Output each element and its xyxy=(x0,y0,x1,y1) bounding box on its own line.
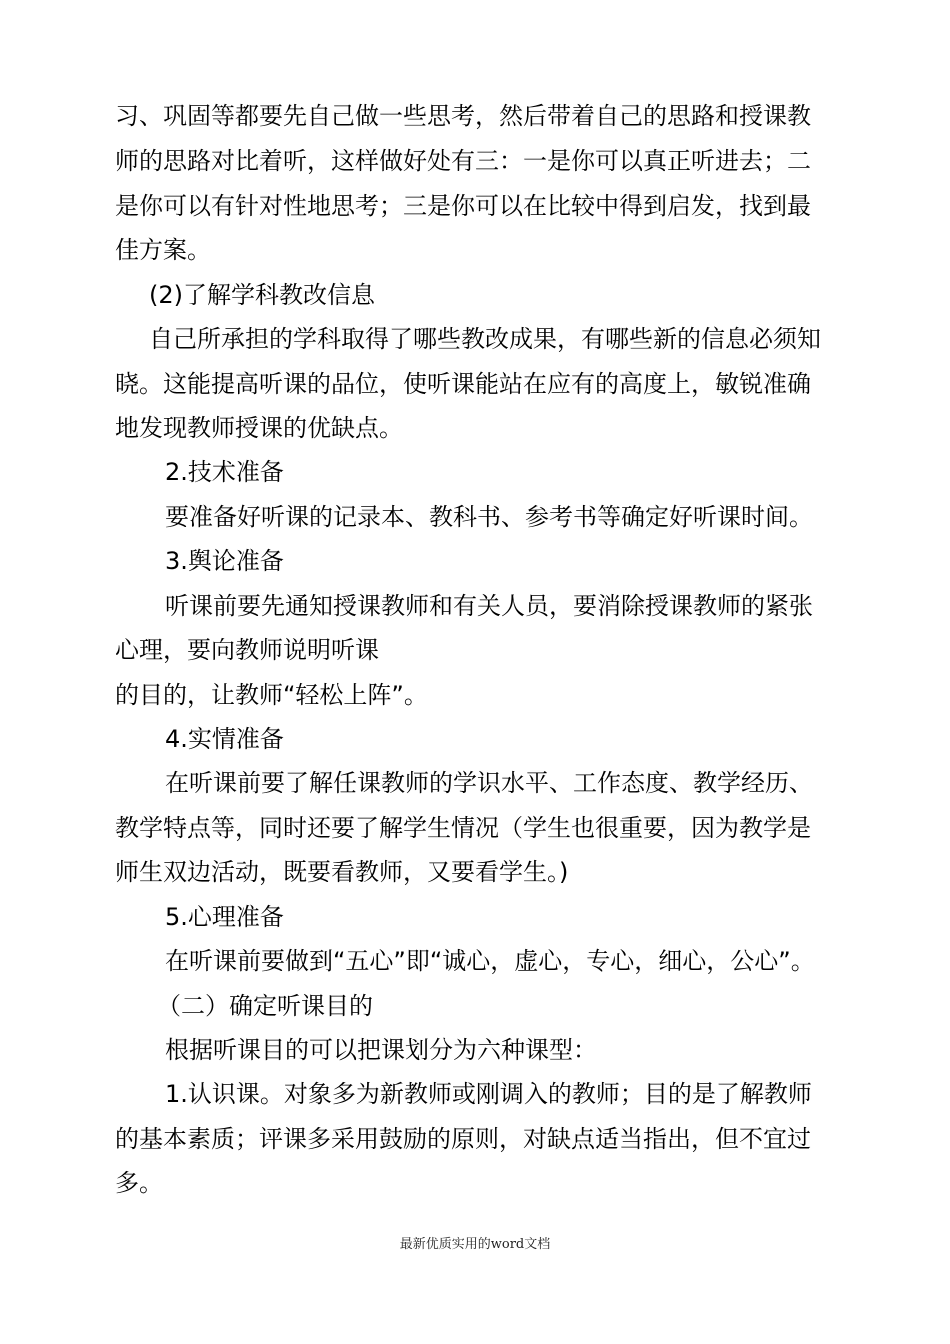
section-heading: 2.技术准备 xyxy=(165,458,284,486)
body-text-line: 师生双边活动，既要看教师，又要看学生。) xyxy=(115,858,569,886)
section-heading: (2)了解学科教改信息 xyxy=(149,281,375,309)
body-text-line: 的目的，让教师“轻松上阵”。 xyxy=(115,681,428,709)
body-text-line: 在听课前要了解任课教师的学识水平、工作态度、教学经历、 xyxy=(165,769,813,797)
body-text-line: 的基本素质；评课多采用鼓励的原则，对缺点适当指出，但不宜过 xyxy=(115,1125,811,1153)
section-heading: 4.实情准备 xyxy=(165,725,284,753)
page-footer: 最新优质实用的word文档 xyxy=(399,1237,551,1252)
section-heading: 5.心理准备 xyxy=(165,903,284,931)
body-text-line: 师的思路对比着听，这样做好处有三：一是你可以真正听进去；二 xyxy=(115,147,811,175)
body-text-line: 多。 xyxy=(115,1169,163,1197)
body-text-line: 听课前要先通知授课教师和有关人员，要消除授课教师的紧张 xyxy=(165,592,813,620)
body-text-line: 在听课前要做到“五心”即“诚心，虚心，专心，细心，公心”。 xyxy=(165,947,815,975)
body-text-line: 心理，要向教师说明听课 xyxy=(115,636,379,664)
body-text-line: 地发现教师授课的优缺点。 xyxy=(115,414,403,442)
section-heading: 3.舆论准备 xyxy=(165,547,284,575)
body-text-line: 1.认识课。对象多为新教师或刚调入的教师；目的是了解教师 xyxy=(165,1080,812,1108)
section-heading: （二）确定听课目的 xyxy=(157,992,373,1020)
body-text-line: 晓。这能提高听课的品位，使听课能站在应有的高度上，敏锐准确 xyxy=(115,370,811,398)
body-text-line: 自己所承担的学科取得了哪些教改成果，有哪些新的信息必须知 xyxy=(149,325,821,353)
body-text-line: 教学特点等，同时还要了解学生情况（学生也很重要，因为教学是 xyxy=(115,814,811,842)
body-text-line: 是你可以有针对性地思考；三是你可以在比较中得到启发，找到最 xyxy=(115,192,811,220)
body-text-line: 要准备好听课的记录本、教科书、参考书等确定好听课时间。 xyxy=(165,503,813,531)
body-text-line: 根据听课目的可以把课划分为六种课型： xyxy=(165,1036,597,1064)
body-text-line: 习、巩固等都要先自己做一些思考，然后带着自己的思路和授课教 xyxy=(115,102,811,130)
body-text-line: 佳方案。 xyxy=(115,236,211,264)
